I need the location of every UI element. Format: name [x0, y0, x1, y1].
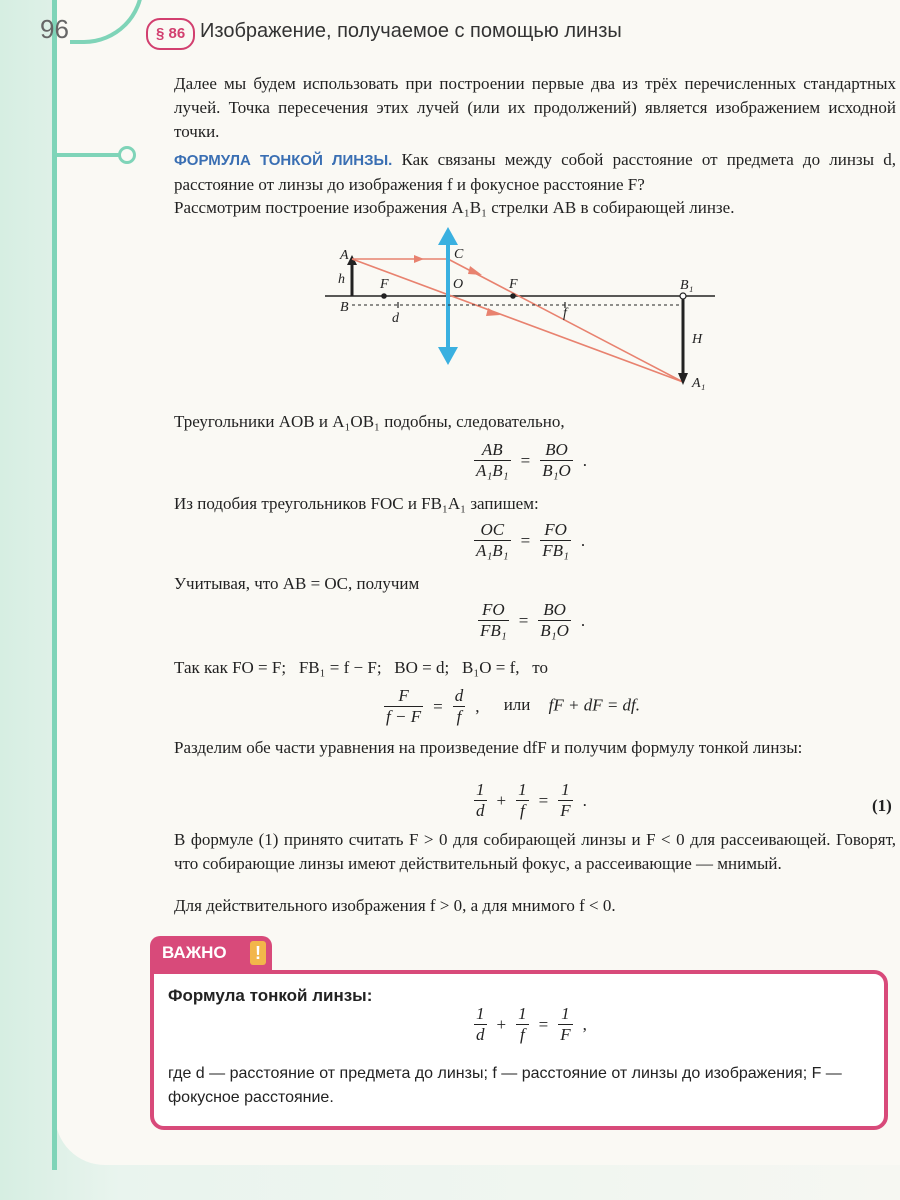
eq3-left-numerator: FO	[478, 600, 509, 621]
eq4-right-numerator: d	[454, 686, 464, 705]
intro-paragraph: Далее мы будем использовать при построении первые два из трёх перечисленных стандартных лучей. Точка пересечения этих лучей (или их продолжений) является изображением исходной точки.	[174, 74, 896, 141]
label-F-right: F	[509, 277, 518, 292]
ray-arrowhead	[414, 255, 424, 263]
eq4-alternative: fF + dF = df.	[548, 695, 641, 715]
important-tag	[150, 936, 272, 970]
label-B1: B₁	[680, 278, 694, 293]
eq2-right-numerator: FO	[540, 520, 571, 541]
eq3-right-denominator: B₁O	[540, 621, 569, 640]
equation-2: $\frac{OC}{\text{A₁B₁}}$ = $\frac{FO}{\text{FB₁}}$ .	[476, 520, 586, 560]
important-lens-formula: $\frac{1}{d}$ + $\frac{1}{f}$ = $\frac{1}{F}$ ,	[476, 1004, 587, 1044]
ray-arrowhead	[486, 308, 500, 316]
equation-5-lens-formula: $\frac{1}{d}$ + $\frac{1}{f}$ = $\frac{1}{F}$ .	[476, 780, 587, 820]
focus-right-dot	[510, 293, 516, 299]
eq3-left-denominator: FB₁	[480, 621, 507, 640]
label-C: C	[454, 247, 464, 262]
box-term3-denominator: F	[560, 1025, 571, 1044]
eq4-left-denominator: f − F	[386, 707, 422, 726]
equation-1: $\frac{AB}{\text{A₁B₁}}$ = $\frac{BO}{\text{B₁O}}$ .	[476, 440, 588, 480]
section-title: Изображение, получаемое с помощью линзы	[200, 20, 622, 42]
or-word: или	[503, 695, 531, 715]
eq5-term3-numerator: 1	[558, 780, 572, 801]
margin-rail	[52, 0, 57, 1170]
real-image-text: Для действительного изображения f > 0, а для мнимого f < 0.	[174, 896, 616, 915]
sign-convention-text: В формуле (1) принято считать F > 0 для собирающей линзы и F < 0 для рассеивающей. Говорят, что собирающие линзы имеют действительный фокус, а рассеивающие — мнимый.	[174, 830, 896, 873]
label-h: h	[338, 272, 345, 287]
label-A1: A₁	[692, 376, 706, 391]
formula-question-paragraph	[174, 148, 896, 197]
focus-left-dot	[381, 293, 387, 299]
since-text: Так как FO = F; FB₁ = f − F; BO = d; B₁O = f, то	[174, 658, 548, 677]
eq1-right-denominator: B₁O	[542, 461, 571, 480]
eq1-left-denominator: A₁B₁	[476, 461, 509, 480]
rail-branch	[55, 153, 123, 157]
eq3-right-numerator: BO	[538, 600, 571, 621]
rail-marker-dot	[118, 146, 136, 164]
label-d: d	[392, 311, 399, 326]
label-O: O	[453, 277, 464, 292]
box-term1-denominator: d	[476, 1025, 485, 1044]
eq1-right-numerator: BO	[540, 440, 573, 461]
eq5-term2-denominator: f	[519, 801, 525, 820]
formula-number: (1)	[872, 796, 892, 815]
lens-bottom-arrow	[438, 347, 458, 365]
question-text: Как связаны между собой расстояние от предмета до линзы d, расстояние от линзы до изображения f и фокусное расстояние F?	[174, 150, 896, 194]
similar-triangles-text-2: Из подобия треугольников FOC и FB₁A₁ запишем:	[174, 494, 539, 513]
important-box-title: Формула тонкой линзы:	[168, 986, 373, 1005]
eq4-left-numerator: F	[384, 686, 423, 707]
b1-dot	[680, 293, 686, 299]
eq5-term2-numerator: 1	[518, 780, 527, 799]
given-text: Учитывая, что AB = OC, получим	[174, 574, 420, 593]
construction-text: Рассмотрим построение изображения A₁B₁ стрелки AB в собирающей линзе.	[174, 198, 735, 217]
lens-top-arrow	[438, 227, 458, 245]
equation-4: $\frac{F}{f - F}$ = $\frac{d}{f}$ , или fF + dF = df.	[386, 686, 641, 726]
important-tag-label: ВАЖНО	[162, 943, 227, 962]
eq5-term1-numerator: 1	[476, 780, 485, 799]
label-A: A	[340, 248, 349, 263]
section-badge: § 86	[146, 18, 195, 50]
image-arrowhead	[678, 373, 688, 385]
eq1-left-numerator: AB	[474, 440, 511, 461]
exclamation-icon: !	[250, 941, 266, 965]
divide-text: Разделим обе части уравнения на произведение dfF и получим формулу тонкой линзы:	[174, 738, 803, 757]
eq5-term3-denominator: F	[560, 801, 571, 820]
eq2-left-numerator: OC	[474, 520, 511, 541]
eq4-right-denominator: f	[456, 707, 462, 726]
box-term2-numerator: 1	[518, 1004, 527, 1023]
eq2-right-denominator: FB₁	[542, 541, 569, 560]
label-F-left: F	[380, 277, 389, 292]
label-f: f	[563, 306, 567, 321]
eq2-left-denominator: A₁B₁	[476, 541, 509, 560]
equation-3: $\frac{FO}{\text{FB₁}}$ = $\frac{BO}{\text{B₁O}}$ .	[480, 600, 586, 640]
similar-triangles-text-1: Треугольники AOB и A₁OB₁ подобны, следовательно,	[174, 412, 565, 431]
box-term3-numerator: 1	[558, 1004, 572, 1025]
eq5-term1-denominator: d	[476, 801, 485, 820]
formula-heading: ФОРМУЛА ТОНКОЙ ЛИНЗЫ.	[174, 152, 393, 169]
page-number: 96	[40, 14, 69, 44]
box-term2-denominator: f	[519, 1025, 525, 1044]
important-box-note: где d — расстояние от предмета до линзы; f — расстояние от линзы до изображения; F — фокусное расстояние.	[168, 1065, 842, 1106]
box-term1-numerator: 1	[476, 1004, 485, 1023]
lens-ray-diagram	[320, 225, 720, 395]
label-H: H	[692, 332, 703, 347]
ray-arrowhead	[468, 266, 482, 275]
label-B: B	[340, 300, 349, 315]
